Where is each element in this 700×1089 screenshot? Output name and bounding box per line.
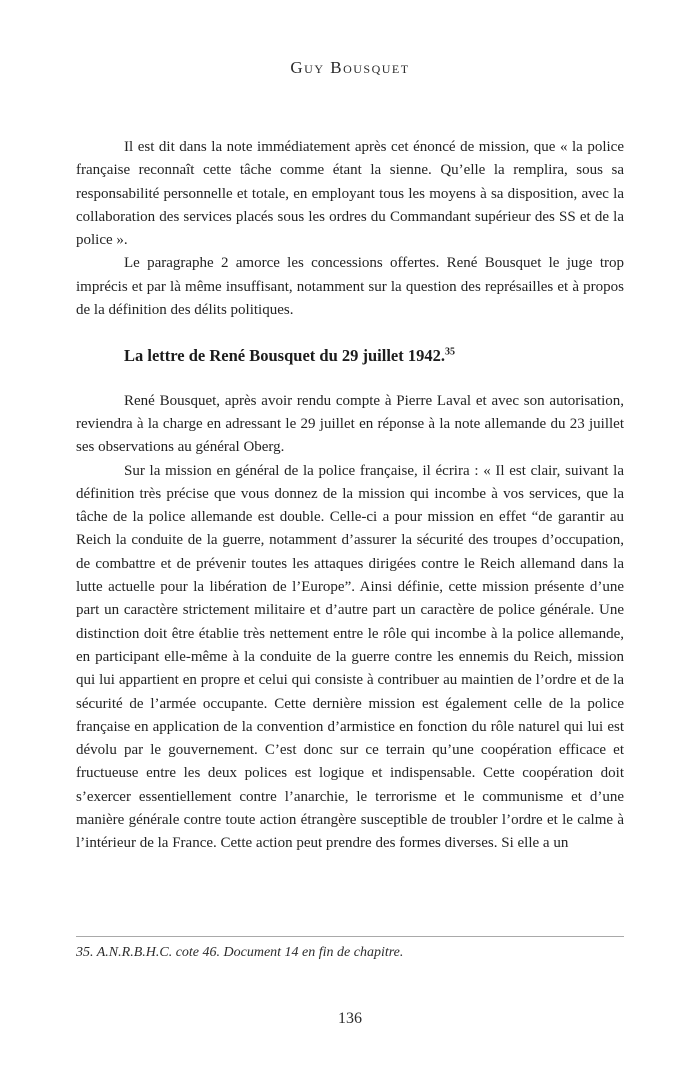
page-number: 136 (338, 1010, 362, 1027)
paragraph: René Bousquet, après avoir rendu compte à Pierre Laval et avec son autorisation, reviendra à la charge en adressant le 29 juillet en réponse à la note allemande du 23 juillet ses observations au général Oberg. (76, 392, 624, 456)
paragraph: Sur la mission en général de la police française, il écrira : « Il est clair, suivant la définition très précise que vous donnez de la mission qui incombe à vos services, que la tâche de la police allemande est double. Celle-ci a pour mission en effet “de garantir au Reich la conduite de la guerre, notamment d’assurer la sécurité des troupes d’occupation, de combattre et de prévenir toutes les attaques dirigées contre le Reich allemand dans la lutte actuelle pour la libération de l’Europe”. Ainsi définie, cette mission présente d’une part un caractère strictement militaire et d’autre part un caractère de police générale. Une distinction doit être établie très nettement entre le rôle qui incombe à la police allemande, en participant elle-même à la conduite de la guerre contre les ennemis du Reich, mission qui lui appartient en propre et celui qui consiste à contribuer au maintien de l’ordre et de la sécurité de l’armée occupante. Cette dernière mission est également celle de la police française en application de la convention d’armistice en fonction du rôle naturel qui lui est dévolu par le gouvernement. C’est donc sur ce terrain qu’une coopération efficace et fructueuse entre les deux polices est logique et indispensable. Cette coopération doit s’exercer essentiellement contre l’anarchie, le terrorisme et le communisme et d’une manière générale contre toute action étrangère susceptible de troubler l’ordre et le calme à l’intérieur de la France. Cette action peut prendre des formes diverses. Si elle a un (76, 462, 624, 852)
footnote-reference: 35 (445, 346, 455, 358)
footnote-text: 35. A.N.R.B.H.C. cote 46. Document 14 en fin de chapitre. (76, 945, 404, 960)
paragraph: Le paragraphe 2 amorce les concessions offertes. René Bousquet le juge trop imprécis et par là même insuffisant, notamment sur la question des représailles et à propos de la définition des délits politiques. (76, 255, 624, 319)
running-header: Guy Bousquet (290, 58, 410, 77)
section-heading (76, 344, 624, 367)
section-heading-text: La lettre de René Bousquet du 29 juillet 1942. (124, 346, 445, 366)
footnote-block (76, 936, 624, 962)
paragraph: Il est dit dans la note immédiatement après cet énoncé de mission, que « la police française reconnaît cette tâche comme étant la sienne. Qu’elle la remplira, sous sa responsabilité personnelle et totale, en employant tous les moyens à sa disposition, avec la collaboration des services placés sous les ordres du Commandant supérieur des SS et de la police ». (76, 139, 624, 249)
body-text-block (76, 136, 624, 856)
